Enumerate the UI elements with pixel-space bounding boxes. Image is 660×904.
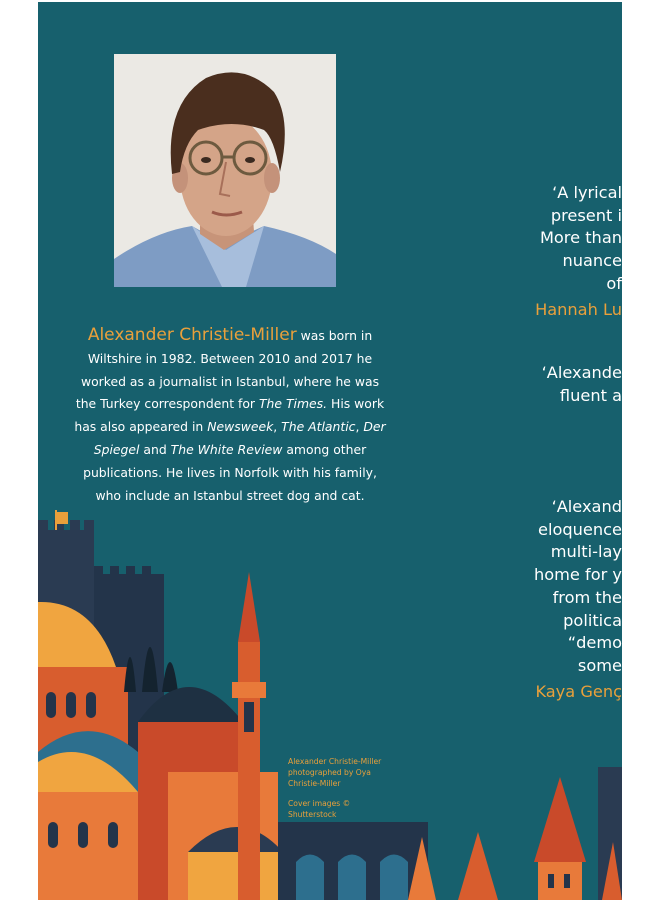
quote-line: nuance xyxy=(562,251,622,271)
publication-times: The Times. xyxy=(258,396,328,412)
quote-line: ‘Alexande xyxy=(541,363,622,382)
quote-line: ‘Alexand xyxy=(551,497,622,516)
back-cover xyxy=(38,2,622,900)
bio-text: His work has also appeared in xyxy=(74,396,385,435)
publication-white-review: The White Review xyxy=(170,441,283,457)
credits xyxy=(288,756,398,820)
quote-line: present i xyxy=(550,205,622,225)
author-name: Alexander Christie-Miller xyxy=(87,325,297,345)
publication-newsweek: Newsweek xyxy=(207,419,274,435)
quote-line: More than xyxy=(539,228,622,248)
quote-attribution-1: Hannah Lu xyxy=(535,300,622,319)
bio-text: , xyxy=(355,419,364,435)
quote-line: politica xyxy=(563,610,622,630)
publication-spiegel: Der Spiegel xyxy=(93,419,386,457)
bio-text: and xyxy=(139,441,171,457)
quote-line: fluent a xyxy=(559,385,622,405)
quote-line: some xyxy=(577,655,622,675)
quote-line: home for y xyxy=(533,565,622,585)
photo-credit: Alexander Christie-Miller photographed by Oya Christie-Miller xyxy=(288,757,382,789)
quote-line: from the xyxy=(552,587,622,607)
bio-text: among other publications. He lives in Norfolk with his family, who include an Istanbul street dog and cat. xyxy=(83,441,377,503)
quote-line: ‘A lyrical xyxy=(552,183,622,202)
bio-text: was born in Wiltshire in 1982. Between 2010 and 2017 he worked as a journalist in Istanbul, where he was the Turkey correspondent for xyxy=(75,328,380,412)
quote-line: “demo xyxy=(567,633,622,653)
quote-line: eloquence xyxy=(538,519,622,539)
quote-attribution-3: Kaya Genç xyxy=(535,682,622,701)
publication-atlantic: The Atlantic xyxy=(281,419,356,435)
quote-line: of xyxy=(606,273,622,293)
cover-image-credit: Cover images © Shutterstock xyxy=(288,798,351,819)
bio-text: , xyxy=(273,419,282,435)
quote-line: multi-lay xyxy=(550,542,622,562)
